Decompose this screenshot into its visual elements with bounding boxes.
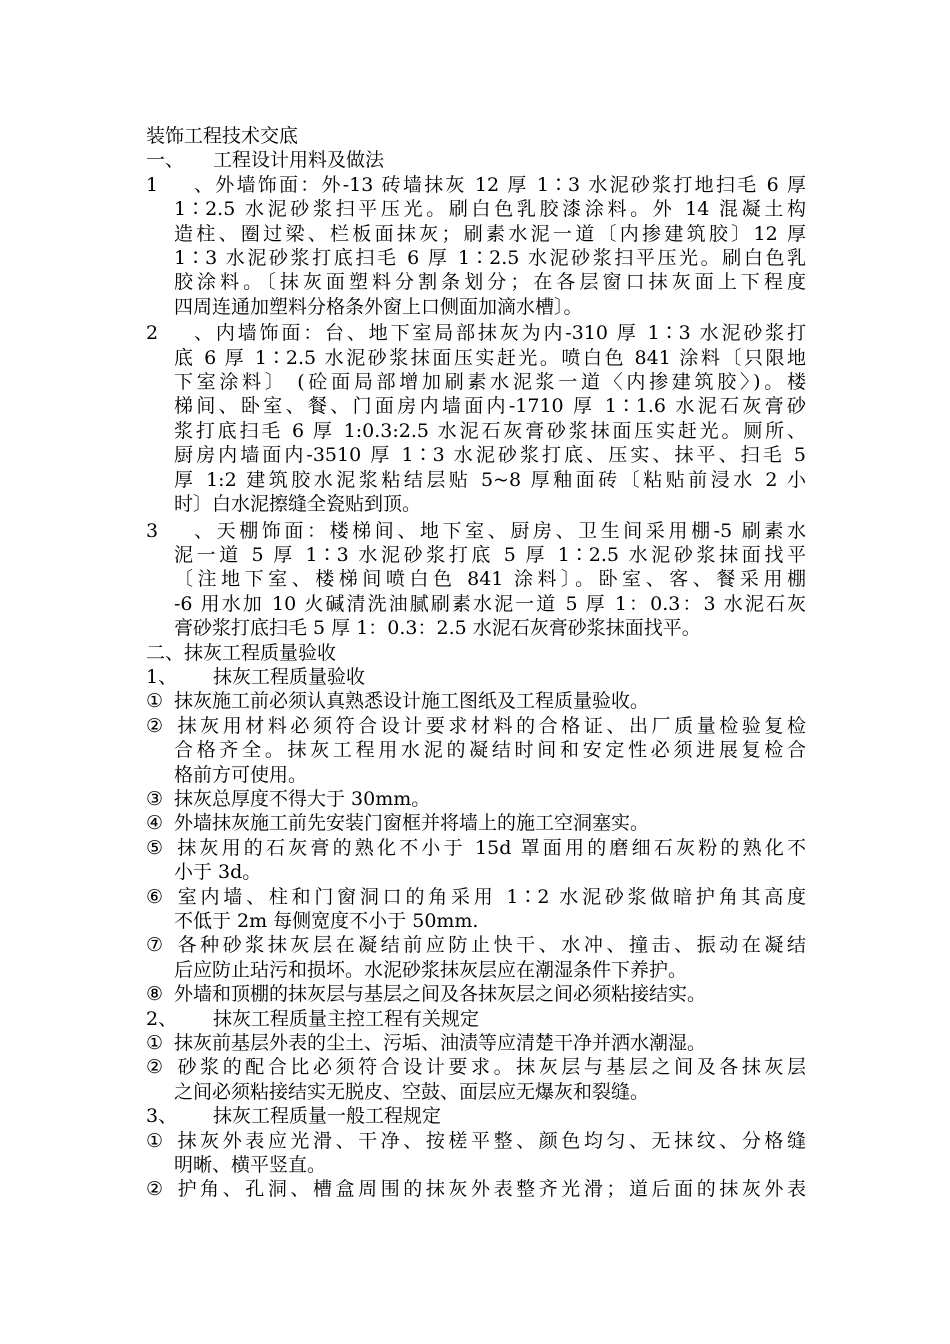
check-item-3 (146, 787, 806, 811)
subsection-3-heading: 3、 抹灰工程质量一般工程规定 (146, 1105, 442, 1128)
check-item-line: ⑧ 外墙和顶棚的抹灰层与基层之间及各抹灰层之间必须粘接结实。 (146, 983, 707, 1006)
item-2-line: 2、内墙饰面：台、地下室局部抹灰为内-310 厚 1∶3 水泥砂浆打 (146, 322, 806, 345)
check-item-7 (146, 933, 806, 982)
subsection-1-heading: 1、 抹灰工程质量验收 (146, 665, 366, 688)
check-item-line: 不低于 2m 每侧宽度不小于 50mm. (174, 910, 479, 932)
circled-number: ④ (146, 812, 164, 835)
check-item-line: ② 护角、孔洞、槽盒周围的抹灰外表整齐光滑；道后面的抹灰外表 (146, 1178, 806, 1201)
item-1-line: 造柱、圈过梁、栏板面抹灰；刷素水泥一道〔内掺建筑胶〕12 厚 (174, 222, 806, 245)
general-item-1 (146, 1129, 806, 1178)
check-item-line: 小于 3d。 (174, 861, 262, 884)
check-item-line: ① 抹灰施工前必须认真熟悉设计施工图纸及工程质量验收。 (146, 690, 650, 713)
check-item-5 (146, 836, 806, 885)
section-1-title: 工程设计用料及做法 (213, 149, 385, 172)
check-item-1 (146, 689, 806, 713)
item-2-line: 浆打底扫毛 6 厚 1:0.3:2.5 水泥石灰膏砂浆抹面压实赶光。厕所、 (174, 419, 806, 442)
item-3-line: 泥一道 5 厚 1∶3 水泥砂浆打底 5 厚 1∶2.5 水泥砂浆抹面找平 (174, 543, 806, 566)
check-item-4 (146, 811, 806, 835)
document-title: 装饰工程技术交底 (146, 125, 299, 147)
item-2-line: 梯间、卧室、餐、门面房内墙面内-1710 厚 1∶1.6 水泥石灰膏砂 (174, 395, 806, 418)
item-1-number: 1、 (146, 173, 213, 196)
item-3-ceiling (146, 519, 806, 641)
main-control-item-1 (146, 1031, 806, 1055)
check-item-line: ④ 外墙抹灰施工前先安装门窗框并将墙上的施工空洞塞实。 (146, 812, 650, 835)
section-1-heading (146, 148, 806, 172)
item-3-line: -6 用水加 10 火碱清洗油腻刷素水泥一道 5 厚 1：0.3：3 水泥石灰 (174, 592, 806, 615)
check-item-line: 明晰、横平竖直。 (174, 1154, 327, 1177)
item-1-line: 胶涂料。〔抹灰面塑料分割条划分；在各层窗口抹灰面上下程度 (174, 271, 806, 294)
item-2-line: 下室涂料〕 (砼面局部增加刷素水泥浆一道〈内掺建筑胶〉)。楼 (174, 371, 806, 394)
item-3-line: 3、天棚饰面：楼梯间、地下室、厨房、卫生间采用棚-5 刷素水 (146, 519, 806, 542)
check-item-line: ⑦ 各种砂浆抹灰层在凝结前应防止快干、水冲、撞击、振动在凝结 (146, 934, 806, 957)
check-item-line: ① 抹灰外表应光滑、干净、按槎平整、颜色均匀、无抹纹、分格缝 (146, 1129, 806, 1152)
item-1-line: 1、外墙饰面：外-13 砖墙抹灰 12 厚 1∶3 水泥砂浆打地扫毛 6 厚 (146, 173, 806, 196)
section-2-heading: 二、抹灰工程质量验收 (146, 641, 337, 664)
circled-number: ⑧ (146, 983, 164, 1006)
circled-number: ① (146, 690, 164, 713)
check-item-2 (146, 714, 806, 787)
item-2-line: 时〕白水泥擦缝全瓷贴到顶。 (174, 493, 422, 516)
circled-number: ③ (146, 787, 164, 810)
check-item-line: 之间必须粘接结实无脱皮、空鼓、面层应无爆灰和裂缝。 (174, 1080, 650, 1103)
check-item-line: ① 抹灰前基层外表的尘土、污垢、油渍等应清楚干净并洒水潮湿。 (146, 1032, 707, 1055)
circled-number: ② (146, 1178, 164, 1201)
circled-number: ① (146, 1129, 164, 1152)
check-item-line: ③ 抹灰总厚度不得大于 30mm。 (146, 787, 431, 810)
check-item-line: 合格齐全。抹灰工程用水泥的凝结时间和安定性必须进展复检合 (174, 739, 806, 762)
item-1-line: 1∶2.5 水泥砂浆扫平压光。刷白色乳胶漆涂料。外 14 混凝土构 (174, 198, 806, 221)
item-2-line: 厨房内墙面内-3510 厚 1∶3 水泥砂浆打底、压实、抹平、扫毛 5 (174, 444, 806, 467)
item-3-number: 3、 (146, 519, 213, 542)
item-1-line: 1∶3 水泥砂浆打底扫毛 6 厚 1∶2.5 水泥砂浆扫平压光。刷白色乳 (174, 247, 806, 270)
subsection-3-number: 3、 (146, 1105, 178, 1128)
check-item-line: ⑤ 抹灰用的石灰膏的熟化不小于 15d 罩面用的磨细石灰粉的熟化不 (146, 836, 806, 859)
item-2-line: 底 6 厚 1∶2.5 水泥砂浆抹面压实赶光。喷白色 841 涂料〔只限地 (174, 346, 806, 369)
check-item-line: 格前方可使用。 (174, 763, 308, 786)
item-3-line: 膏砂浆打底扫毛 5 厚 1：0.3：2.5 水泥石灰膏砂浆抹面找平。 (174, 617, 701, 640)
circled-number: ⑥ (146, 885, 164, 908)
item-2-line: 厚 1:2 建筑胶水泥浆粘结层贴 5~8 厚釉面砖〔粘贴前浸水 2 小 (174, 468, 806, 491)
document-page (146, 124, 806, 1202)
circled-number: ② (146, 1056, 164, 1079)
circled-number: ① (146, 1032, 164, 1055)
main-control-item-2 (146, 1055, 806, 1104)
section-1-number: 一、 (146, 149, 185, 172)
item-1-exterior-wall (146, 173, 806, 319)
check-item-line: ② 抹灰用材料必须符合设计要求材料的合格证、出厂质量检验复检 (146, 714, 806, 737)
circled-number: ② (146, 714, 164, 737)
item-2-interior-wall (146, 321, 806, 516)
check-item-8 (146, 982, 806, 1006)
circled-number: ⑤ (146, 836, 164, 859)
check-item-6 (146, 885, 806, 934)
item-3-line: 〔注地下室、楼梯间喷白色 841 涂料〕。卧室、客、餐采用棚 (174, 568, 806, 591)
subsection-2-heading: 2、 抹灰工程质量主控工程有关规定 (146, 1007, 480, 1030)
item-2-number: 2、 (146, 322, 213, 345)
circled-number: ⑦ (146, 934, 164, 957)
check-item-line: ⑥ 室内墙、柱和门窗洞口的角采用 1∶2 水泥砂浆做暗护角其高度 (146, 885, 806, 908)
general-item-2 (146, 1177, 806, 1201)
check-item-line: ② 砂浆的配合比必须符合设计要求。抹灰层与基层之间及各抹灰层 (146, 1056, 806, 1079)
item-1-line: 四周连通加塑料分格条外窗上口侧面加滴水槽〕。 (174, 295, 583, 318)
check-item-line: 后应防止玷污和损坏。水泥砂浆抹灰层应在潮湿条件下养护。 (174, 958, 688, 981)
subsection-2-number: 2、 (146, 1007, 178, 1030)
subsection-1-number: 1、 (146, 665, 178, 688)
